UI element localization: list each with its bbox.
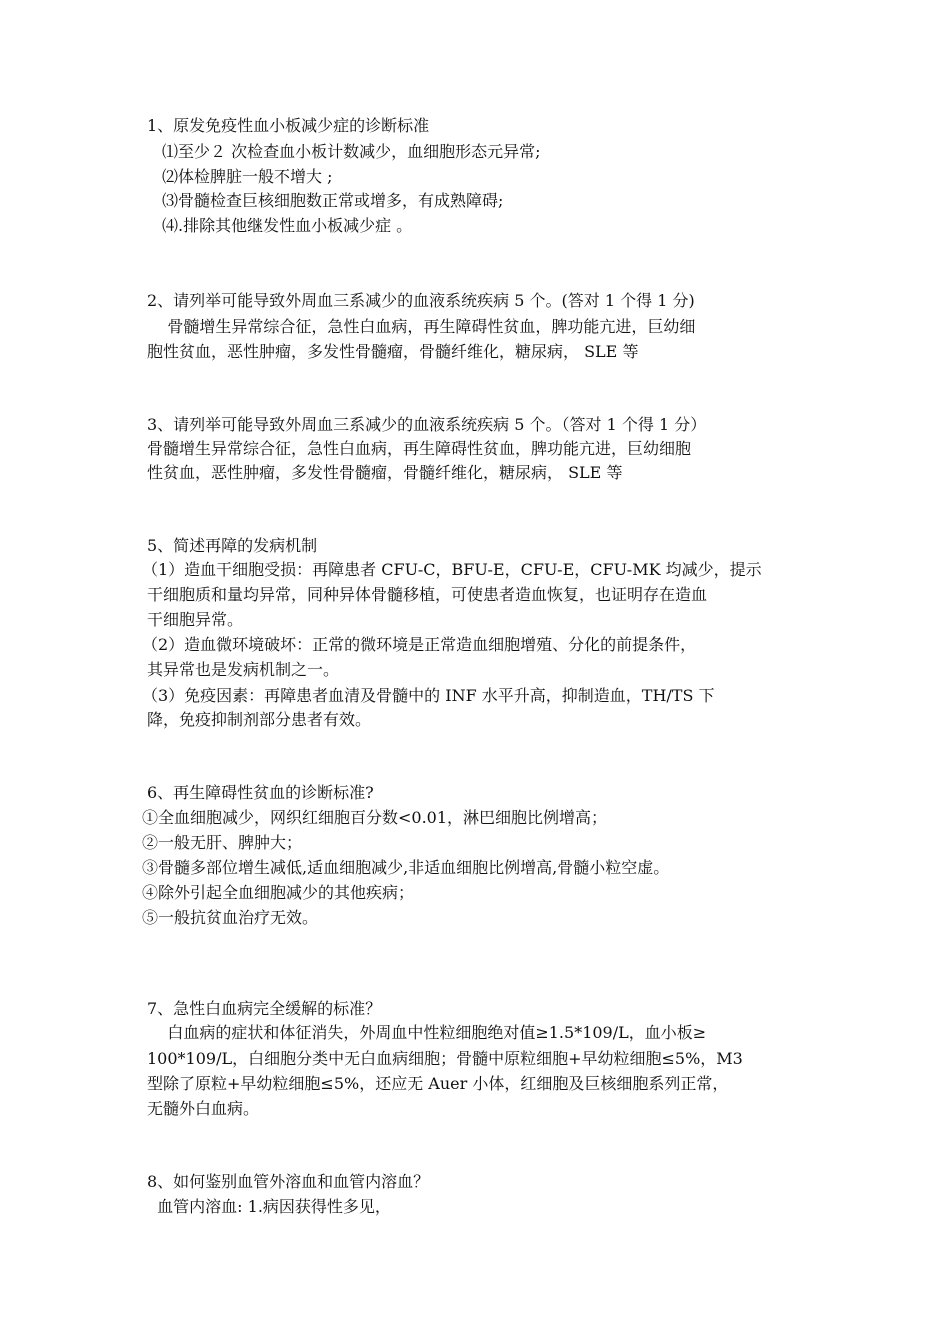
question-8-title: 8、如何鉴别血管外溶血和血管内溶血？ — [147, 1172, 430, 1191]
question-7-answer-line: 无髓外白血病。 — [147, 1099, 260, 1118]
question-3-title: 3、请列举可能导致外周血三系减少的血液系统疾病 5 个。（答对 1 个得 1 分） — [147, 415, 707, 434]
question-6-item: ④除外引起全血细胞减少的其他疾病； — [142, 883, 415, 902]
question-1-item: ⑵体检脾脏一般不增大 ; — [162, 167, 333, 186]
question-5-answer-line: （3）免疫因素：再障患者血清及骨髓中的 INF 水平升高，抑制造血，TH/TS 下 — [142, 686, 715, 705]
question-5-answer-line: （1）造血干细胞受损：再障患者 CFU-C，BFU-E，CFU-E，CFU-MK 均减少，提示 — [142, 560, 762, 579]
question-7-answer-line: 100*109/L，白细胞分类中无白血病细胞；骨髓中原粒细胞+早幼粒细胞≤5%，M3 — [147, 1049, 743, 1068]
question-1-title: 1、原发免疫性血小板减少症的诊断标准 — [147, 116, 430, 135]
question-5-title: 5、简述再障的发病机制 — [147, 536, 318, 555]
question-5-answer-line: 降，免疫抑制剂部分患者有效。 — [147, 710, 372, 729]
question-5-answer-line: 其异常也是发病机制之一。 — [147, 660, 340, 679]
question-2-answer-line: 骨髓增生异常综合征，急性白血病，再生障碍性贫血，脾功能亢进，巨幼细 — [147, 317, 696, 336]
question-5-answer-line: 干细胞异常。 — [147, 610, 244, 629]
question-2-answer-line: 胞性贫血，恶性肿瘤，多发性骨髓瘤，骨髓纤维化，糖尿病， SLE 等 — [147, 342, 639, 361]
question-6-item: ⑤一般抗贫血治疗无效。 — [142, 908, 319, 927]
question-6-item: ②一般无肝、脾肿大； — [142, 833, 303, 852]
question-6-title: 6、再生障碍性贫血的诊断标准? — [147, 783, 374, 802]
question-1-item: ⑴至少２ 次检查血小板计数减少，血细胞形态元异常; — [162, 142, 541, 161]
question-2-title: 2、请列举可能导致外周血三系减少的血液系统疾病 5 个。(答对 1 个得 1 分) — [147, 291, 695, 310]
question-5-answer-line: 干细胞质和量均异常，同种异体骨髓移植，可使患者造血恢复，也证明存在造血 — [147, 585, 708, 604]
question-6-item: ③骨髓多部位增生减低,适血细胞减少,非适血细胞比例增高,骨髓小粒空虚。 — [142, 858, 670, 877]
question-3-answer-line: 性贫血，恶性肿瘤，多发性骨髓瘤，骨髓纤维化，糖尿病， SLE 等 — [147, 463, 623, 482]
question-1-item: ⑶骨髓检查巨核细胞数正常或增多，有成熟障碍; — [162, 191, 504, 210]
question-7-answer-line: 白血病的症状和体征消失，外周血中性粒细胞绝对值≥1.5*109/L，血小板≥ — [147, 1023, 707, 1042]
question-5-answer-line: （2）造血微环境破坏：正常的微环境是正常造血细胞增殖、分化的前提条件， — [142, 635, 697, 654]
question-3-answer-line: 骨髓增生异常综合征，急性白血病，再生障碍性贫血，脾功能亢进，巨幼细胞 — [147, 439, 692, 458]
question-1-item: ⑷.排除其他继发性血小板减少症 。 — [162, 216, 413, 235]
question-7-title: 7、急性白血病完全缓解的标准？ — [147, 999, 382, 1018]
question-6-item: ①全血细胞减少，网织红细胞百分数<0.01，淋巴细胞比例增高； — [142, 808, 608, 827]
question-7-answer-line: 型除了原粒+早幼粒细胞≤5%，还应无 Auer 小体，红细胞及巨核细胞系列正常， — [147, 1074, 729, 1093]
question-8-answer-line: 血管内溶血: 1.病因获得性多见， — [147, 1197, 391, 1216]
